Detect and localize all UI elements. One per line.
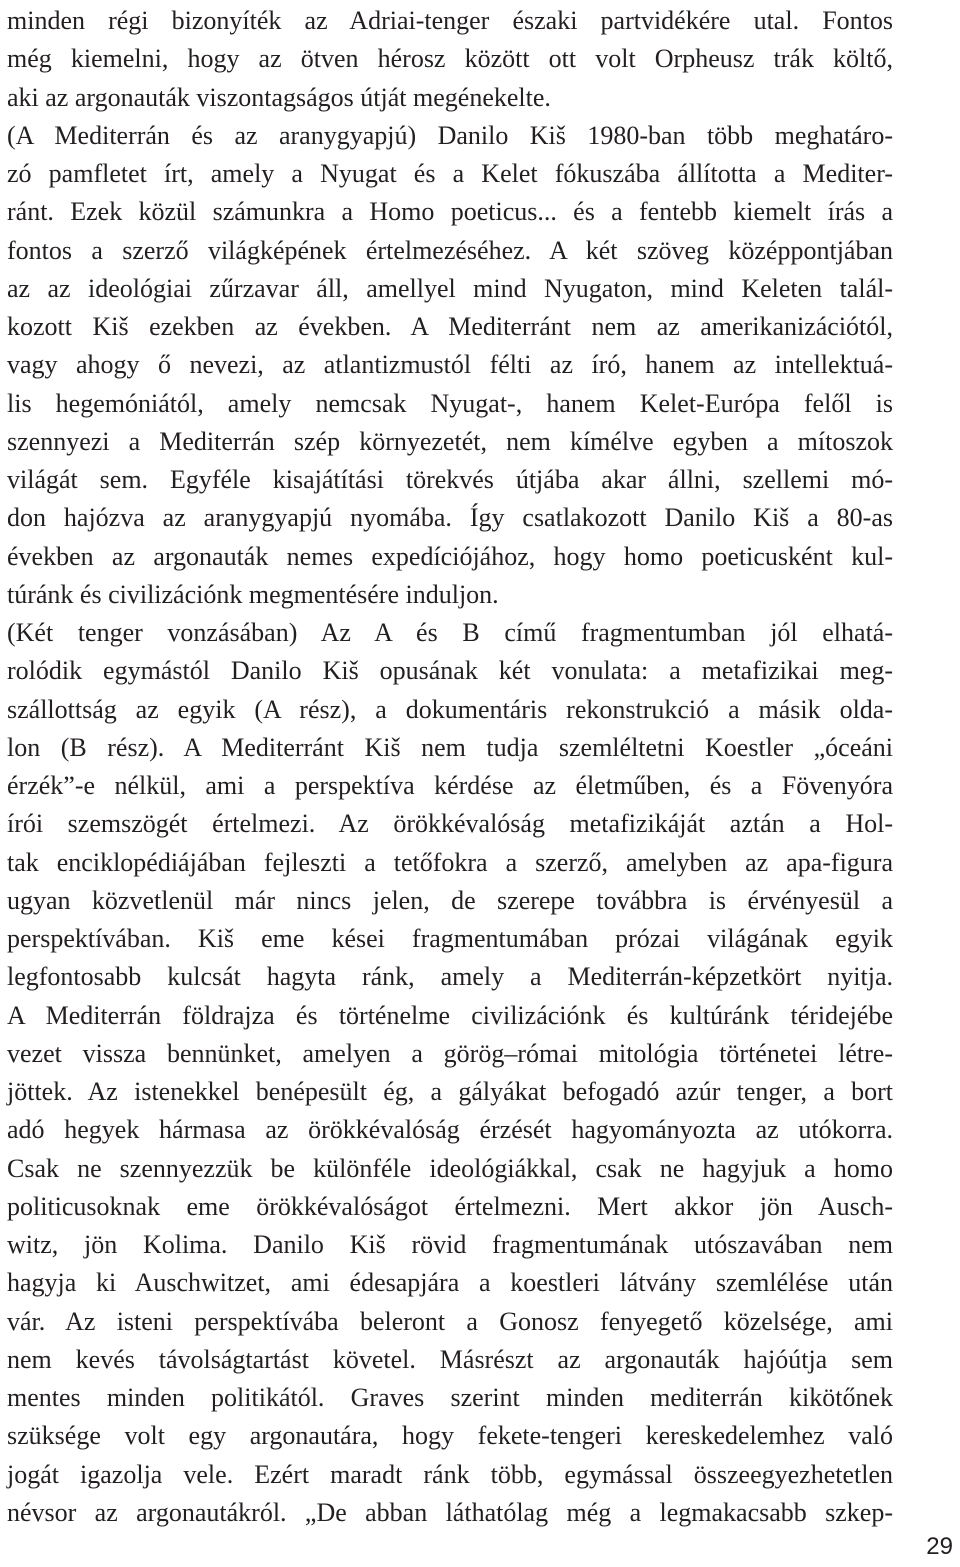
text-line: ugyan közvetlenül már nincs jelen, de szerepe továbbra is érvényesül a — [7, 885, 893, 915]
text-line: tak enciklopédiájában fejleszti a tetőfokra a szerző, amelyben az apa-figura — [7, 847, 893, 877]
text-line: aki az argonauták viszontagságos útját megénekelte. — [7, 82, 551, 112]
text-line: szüksége volt egy argonautára, hogy fekete-tengeri kereskedelemhez való — [7, 1421, 893, 1451]
text-line: világát sem. Egyféle kisajátítási törekvés útjába akar állni, szellemi mó- — [7, 465, 893, 494]
text-line: (Két tenger vonzásában) Az A és B című fragmentumban jól elhatá- — [7, 618, 893, 647]
text-line: politicusoknak eme örökkévalóságot értelmezni. Mert akkor jön Ausch- — [7, 1191, 893, 1221]
text-line: érzék”-e nélkül, ami a perspektíva kérdése az életműben, és a Fövenyóra — [7, 771, 893, 800]
text-line: mentes minden politikától. Graves szerint minden mediterrán kikötőnek — [7, 1383, 893, 1412]
text-line: vezet vissza bennünket, amelyen a görög–római mitológia történetei létre- — [7, 1038, 893, 1068]
text-line: írói szemszögét értelmezi. Az örökkévalóság metafizikáját aztán a Hol- — [7, 809, 893, 839]
text-line: lon (B rész). A Mediterránt Kiš nem tudja szemléltetni Koestler „óceáni — [7, 732, 893, 762]
text-line: az az ideológiai zűrzavar áll, amellyel mind Nyugaton, mind Keleten talál- — [7, 273, 893, 303]
text-line: szállottság az egyik (A rész), a dokumentáris rekonstrukció a másik olda- — [7, 694, 893, 724]
text-line: vagy ahogy ő nevezi, az atlantizmustól félti az író, hanem az intellektuá- — [7, 350, 893, 380]
text-line: nem kevés távolságtartást követel. Másrészt az argonauták hajóútja sem — [7, 1344, 893, 1374]
text-line: még kiemelni, hogy az ötven hérosz között ott volt Orpheusz trák költő, — [7, 44, 893, 74]
text-line: szennyezi a Mediterrán szép környezetét, nem kímélve egyben a mítoszok — [7, 426, 893, 456]
text-line: Csak ne szennyezzük be különféle ideológiákkal, csak ne hagyjuk a homo — [7, 1153, 893, 1183]
text-line: A Mediterrán földrajza és történelme civilizációnk és kultúránk téridejébe — [7, 1000, 893, 1030]
text-line: zó pamfletet írt, amely a Nyugat és a Kelet fókuszába állította a Mediter- — [7, 159, 893, 188]
text-line: (A Mediterrán és az aranygyapjú) Danilo Kiš 1980-ban több meghatáro- — [7, 120, 893, 150]
text-line: kozott Kiš ezekben az években. A Mediterránt nem az amerikanizációtól, — [7, 312, 893, 341]
text-line: hagyja ki Auschwitzet, ami édesapjára a koestleri látvány szemlélése után — [7, 1268, 893, 1298]
text-line: rolódik egymástól Danilo Kiš opusának két vonulata: a metafizikai meg- — [7, 656, 893, 686]
page-number: 29 — [926, 1533, 953, 1560]
text-line: fontos a szerző világképének értelmezéséhez. A két szöveg középpontjában — [7, 235, 893, 265]
text-line: években az argonauták nemes expedíciójához, hogy homo poeticusként kul- — [7, 541, 893, 571]
text-line: túránk és civilizációnk megmentésére induljon. — [7, 579, 499, 609]
text-line: jöttek. Az istenekkel benépesült ég, a gályákat befogadó azúr tenger, a bort — [7, 1077, 893, 1106]
text-line: vár. Az isteni perspektívába beleront a Gonosz fenyegető közelsége, ami — [7, 1306, 893, 1336]
text-line: perspektívában. Kiš eme kései fragmentumában prózai világának egyik — [7, 924, 893, 953]
text-line: jogát igazolja vele. Ezért maradt ránk több, egymással összeegyezhetetlen — [7, 1459, 893, 1489]
text-line: legfontosabb kulcsát hagyta ránk, amely a Mediterrán-képzetkört nyitja. — [7, 962, 893, 992]
text-line: ránt. Ezek közül számunkra a Homo poeticus... és a fentebb kiemelt írás a — [7, 197, 893, 227]
text-line: minden régi bizonyíték az Adriai-tenger északi partvidékére utal. Fontos — [7, 6, 893, 35]
text-line: lis hegemóniától, amely nemcsak Nyugat-, hanem Kelet-Európa felől is — [7, 388, 893, 418]
text-line: don hajózva az aranygyapjú nyomába. Így csatlakozott Danilo Kiš a 80-as — [7, 503, 893, 533]
text-line: névsor az argonautákról. „De abban láthatólag még a legmakacsabb szkep- — [7, 1497, 893, 1527]
text-line: adó hegyek hármasa az örökkévalóság érzését hagyományozta az utókorra. — [7, 1115, 893, 1145]
text-line: witz, jön Kolima. Danilo Kiš rövid fragmentumának utószavában nem — [7, 1230, 893, 1259]
